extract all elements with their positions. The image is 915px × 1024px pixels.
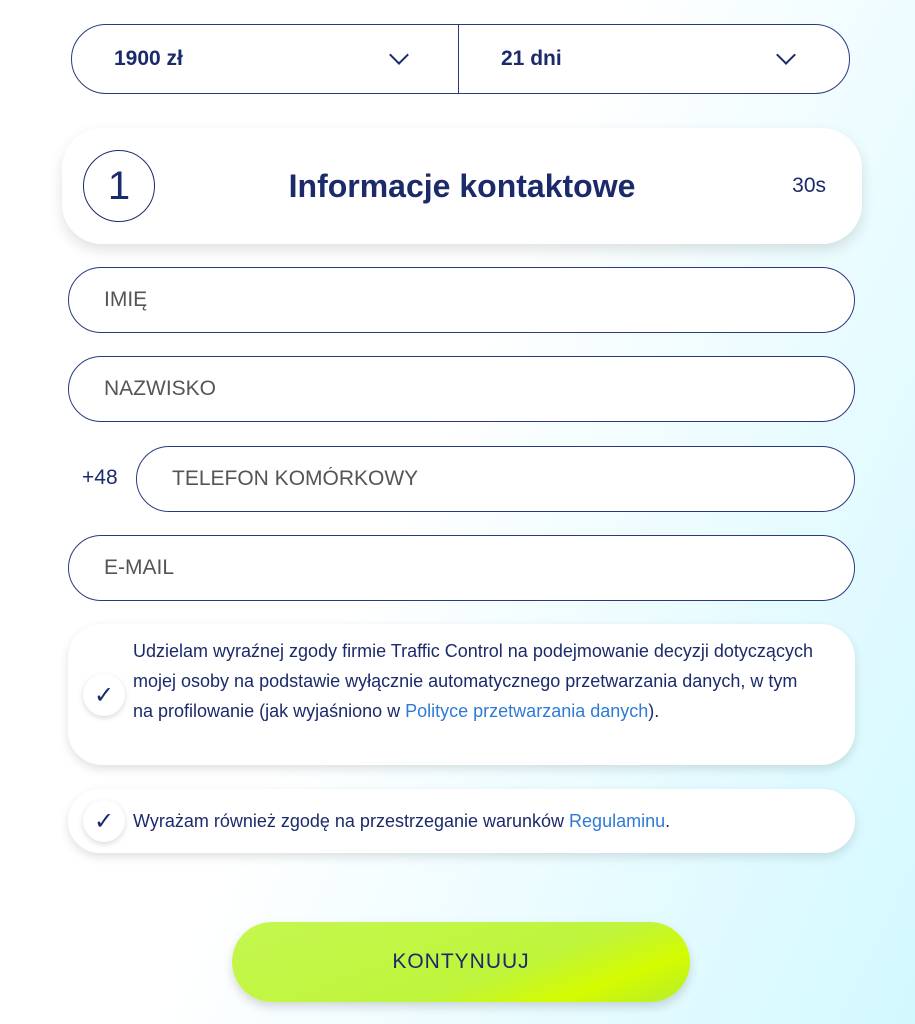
consent-body: Wyrażam również zgodę na przestrzeganie warunków <box>133 811 570 831</box>
consent-body: Udzielam wyraźnej zgody firmie Traffic Control na podejmowanie decyzji dotyczących mojej osoby na podstawie wyłącznie automatycznego przetwarzania danych, w tym na profilowanie (jak wyjaśniono w <box>133 641 813 721</box>
amount-value: 1900 zł <box>114 47 183 70</box>
email-input[interactable] <box>104 556 854 580</box>
period-value: 21 dni <box>501 47 562 70</box>
loan-selector <box>71 24 850 94</box>
step-time: 30s <box>792 174 826 197</box>
phone-input[interactable] <box>172 467 854 491</box>
period-dropdown[interactable] <box>458 25 849 93</box>
chevron-down-icon <box>389 45 409 65</box>
last-name-field[interactable] <box>68 356 855 422</box>
consent-profiling <box>68 624 855 765</box>
check-icon[interactable]: ✓ <box>83 674 125 716</box>
consent-suffix: ). <box>648 701 660 721</box>
step-header <box>62 128 862 244</box>
last-name-input[interactable] <box>104 377 854 401</box>
phone-prefix: +48 <box>82 466 118 489</box>
continue-button[interactable]: KONTYNUUJ <box>232 922 690 1002</box>
phone-field[interactable] <box>136 446 855 512</box>
amount-dropdown[interactable] <box>72 25 458 93</box>
chevron-down-icon <box>776 45 796 65</box>
consent-text <box>133 636 813 726</box>
step-number: 1 <box>83 150 155 222</box>
step-title: Informacje kontaktowe <box>288 167 636 204</box>
terms-link[interactable]: Regulaminu <box>569 811 666 831</box>
email-field[interactable] <box>68 535 855 601</box>
consent-terms <box>68 789 855 853</box>
consent-text <box>133 806 670 836</box>
consent-suffix: . <box>665 811 671 831</box>
check-icon[interactable]: ✓ <box>83 800 125 842</box>
first-name-input[interactable] <box>104 288 854 312</box>
privacy-policy-link[interactable]: Polityce przetwarzania danych <box>405 701 649 721</box>
first-name-field[interactable] <box>68 267 855 333</box>
